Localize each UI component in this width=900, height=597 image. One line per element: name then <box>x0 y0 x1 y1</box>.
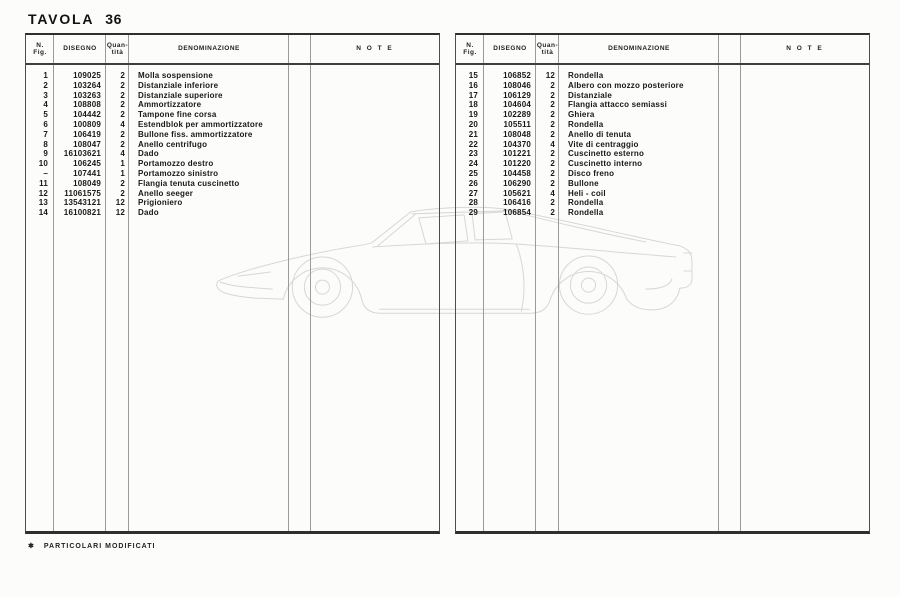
cell-quantity: 2 <box>120 188 125 198</box>
header-disegno: DISEGNO <box>493 45 527 53</box>
cell-modified-flag <box>289 71 311 81</box>
cell-fig-number: 21 <box>468 129 478 139</box>
cell-note <box>741 179 869 189</box>
cell-modified-flag <box>719 120 741 130</box>
cell-fig-number: 27 <box>468 188 478 198</box>
cell-fig-number: 15 <box>468 71 478 80</box>
cell-fig-number: 29 <box>468 208 478 218</box>
cell-fig-number: 1 <box>43 71 48 80</box>
cell-quantity: 2 <box>550 159 555 169</box>
cell-quantity: 1 <box>120 159 125 169</box>
cell-fig-number: 6 <box>43 119 48 129</box>
cell-fig-number: 17 <box>468 90 478 100</box>
cell-part-number: 108049 <box>73 178 101 188</box>
cell-part-number: 108046 <box>503 80 531 90</box>
cell-denominazione: Albero con mozzo posteriore <box>568 80 684 90</box>
table-row <box>456 71 869 81</box>
parts-table-right <box>455 33 870 534</box>
cell-quantity: 2 <box>550 119 555 129</box>
table-row <box>26 81 439 91</box>
cell-modified-flag <box>719 169 741 179</box>
cell-denominazione: Cuscinetto interno <box>568 159 643 169</box>
cell-note <box>741 91 869 101</box>
header-fig-line2: Fig. <box>33 49 47 56</box>
cell-part-number: 108047 <box>73 139 101 149</box>
cell-note <box>741 169 869 179</box>
header-fig-line1: N. <box>36 41 44 49</box>
table-row <box>26 149 439 159</box>
cell-fig-number: 5 <box>43 110 48 120</box>
table-row <box>456 120 869 130</box>
cell-modified-flag <box>719 81 741 91</box>
cell-note <box>311 71 439 81</box>
table-row <box>456 179 869 189</box>
cell-modified-flag <box>289 179 311 189</box>
cell-note <box>311 110 439 120</box>
cell-modified-flag <box>719 100 741 110</box>
cell-modified-flag <box>719 71 741 81</box>
cell-part-number: 104604 <box>503 100 531 110</box>
cell-denominazione: Rondella <box>568 208 604 218</box>
header-qty-line1: Quan- <box>536 41 559 49</box>
cell-note <box>741 100 869 110</box>
cell-quantity: 12 <box>115 208 125 218</box>
cell-denominazione: Distanziale inferiore <box>138 80 219 90</box>
cell-note <box>741 110 869 120</box>
cell-fig-number: 14 <box>38 208 48 218</box>
cell-quantity: 2 <box>120 100 125 110</box>
cell-part-number: 109025 <box>73 71 101 80</box>
cell-fig-number: 13 <box>38 198 48 208</box>
cell-denominazione: Cuscinetto esterno <box>568 149 645 159</box>
cell-denominazione: Flangia tenuta cuscinetto <box>138 178 240 188</box>
table-row <box>456 169 869 179</box>
cell-part-number: 106419 <box>73 129 101 139</box>
cell-modified-flag <box>719 198 741 208</box>
cell-fig-number: 23 <box>468 149 478 159</box>
cell-fig-number: 19 <box>468 110 478 120</box>
header-fig <box>26 35 54 63</box>
cell-modified-flag <box>289 189 311 199</box>
cell-note <box>311 159 439 169</box>
cell-denominazione: Anello di tenuta <box>568 129 632 139</box>
table-row <box>456 149 869 159</box>
table-row <box>26 198 439 208</box>
cell-quantity: 2 <box>550 178 555 188</box>
cell-part-number: 101220 <box>503 159 531 169</box>
cell-quantity: 12 <box>545 71 555 80</box>
cell-note <box>311 140 439 150</box>
table-row <box>26 189 439 199</box>
table-row <box>26 140 439 150</box>
header-quantity <box>536 35 559 63</box>
header-qty-line2: tità <box>111 49 124 56</box>
cell-quantity: 4 <box>550 188 555 198</box>
cell-part-number: 104370 <box>503 139 531 149</box>
footnote-text: PARTICOLARI MODIFICATI <box>43 542 156 550</box>
table-row <box>456 130 869 140</box>
cell-denominazione: Vite di centraggio <box>568 139 639 149</box>
cell-note <box>311 169 439 179</box>
cell-denominazione: Estendblok per ammortizzatore <box>138 119 263 129</box>
cell-note <box>311 91 439 101</box>
cell-modified-flag <box>289 130 311 140</box>
table-header-row <box>26 35 439 63</box>
cell-part-number: 105621 <box>503 188 531 198</box>
cell-fig-number: 26 <box>468 178 478 188</box>
cell-note <box>311 208 439 218</box>
table-row <box>456 81 869 91</box>
cell-part-number: 106854 <box>503 208 531 218</box>
cell-part-number: 16103621 <box>63 149 101 159</box>
cell-quantity: 4 <box>120 149 125 159</box>
cell-denominazione: Anello centrifugo <box>138 139 208 149</box>
cell-fig-number: 16 <box>468 80 478 90</box>
cell-part-number: 106290 <box>503 178 531 188</box>
cell-quantity: 4 <box>550 139 555 149</box>
cell-denominazione: Disco freno <box>568 168 615 178</box>
cell-denominazione: Tampone fine corsa <box>138 110 217 120</box>
cell-part-number: 101221 <box>503 149 531 159</box>
table-row <box>26 120 439 130</box>
cell-quantity: 2 <box>120 71 125 80</box>
cell-fig-number: 12 <box>38 188 48 198</box>
cell-part-number: 103264 <box>73 80 101 90</box>
cell-note <box>311 81 439 91</box>
cell-fig-number: 9 <box>43 149 48 159</box>
cell-modified-flag <box>289 140 311 150</box>
table-row <box>456 208 869 218</box>
cell-denominazione: Molla sospensione <box>138 71 213 80</box>
table-body <box>26 71 439 218</box>
header-qty-line1: Quan- <box>106 41 129 49</box>
page-title-word: TAVOLA <box>28 11 95 27</box>
cell-fig-number: 7 <box>43 129 48 139</box>
cell-modified-flag <box>719 140 741 150</box>
cell-modified-flag <box>719 130 741 140</box>
table-row <box>456 198 869 208</box>
header-rule <box>26 63 439 65</box>
header-fig-line1: N. <box>466 41 474 49</box>
table-row <box>456 159 869 169</box>
cell-part-number: 108808 <box>73 100 101 110</box>
cell-denominazione: Rondella <box>568 119 604 129</box>
header-quantity <box>106 35 129 63</box>
cell-denominazione: Rondella <box>568 198 604 208</box>
cell-modified-flag <box>719 179 741 189</box>
cell-denominazione: Dado <box>138 208 159 218</box>
cell-denominazione: Heli - coil <box>568 188 606 198</box>
cell-quantity: 2 <box>120 129 125 139</box>
cell-part-number: 100809 <box>73 119 101 129</box>
cell-note <box>741 189 869 199</box>
cell-quantity: 2 <box>550 110 555 120</box>
table-row <box>26 159 439 169</box>
cell-fig-number: 18 <box>468 100 478 110</box>
cell-modified-flag <box>719 159 741 169</box>
cell-quantity: 2 <box>120 80 125 90</box>
cell-denominazione: Anello seeger <box>138 188 194 198</box>
header-disegno: DISEGNO <box>63 45 97 53</box>
cell-modified-flag <box>289 91 311 101</box>
header-qty-line2: tità <box>541 49 554 56</box>
header-fig <box>456 35 484 63</box>
cell-modified-flag <box>719 189 741 199</box>
header-rule <box>456 63 869 65</box>
table-row <box>456 91 869 101</box>
cell-modified-flag <box>289 198 311 208</box>
cell-part-number: 102289 <box>503 110 531 120</box>
cell-modified-flag <box>289 208 311 218</box>
cell-note <box>311 120 439 130</box>
cell-note <box>741 120 869 130</box>
header-fig-line2: Fig. <box>463 49 477 56</box>
page-title <box>28 11 122 27</box>
cell-fig-number: 3 <box>43 90 48 100</box>
header-note: N O T E <box>786 45 824 53</box>
parts-table-left <box>25 33 440 534</box>
cell-part-number: 107441 <box>73 168 101 178</box>
table-row <box>26 169 439 179</box>
cell-modified-flag <box>719 91 741 101</box>
cell-quantity: 2 <box>120 178 125 188</box>
table-row <box>456 110 869 120</box>
cell-modified-flag <box>719 208 741 218</box>
cell-part-number: 106245 <box>73 159 101 169</box>
cell-denominazione: Flangia attacco semiassi <box>568 100 668 110</box>
header-modified-flag-column <box>719 35 741 63</box>
cell-modified-flag <box>719 149 741 159</box>
cell-note <box>311 179 439 189</box>
cell-note <box>741 149 869 159</box>
header-modified-flag-column <box>289 35 311 63</box>
table-row <box>26 130 439 140</box>
cell-note <box>311 149 439 159</box>
cell-denominazione: Portamozzo sinistro <box>138 168 219 178</box>
cell-denominazione: Ghiera <box>568 110 595 120</box>
cell-note <box>741 208 869 218</box>
cell-note <box>741 81 869 91</box>
cell-modified-flag <box>289 169 311 179</box>
cell-denominazione: Bullone fiss. ammortizzatore <box>138 129 253 139</box>
cell-part-number: 105511 <box>503 119 531 129</box>
cell-quantity: 2 <box>120 90 125 100</box>
cell-part-number: 106129 <box>503 90 531 100</box>
cell-part-number: 106416 <box>503 198 531 208</box>
cell-part-number: 16100821 <box>63 208 101 218</box>
cell-part-number: 103263 <box>73 90 101 100</box>
cell-quantity: 2 <box>550 100 555 110</box>
cell-denominazione: Distanziale superiore <box>138 90 223 100</box>
cell-fig-number: 2 <box>43 80 48 90</box>
table-row <box>26 208 439 218</box>
header-denominazione: DENOMINAZIONE <box>178 45 240 53</box>
cell-note <box>741 140 869 150</box>
table-row <box>26 71 439 81</box>
footnote <box>28 542 155 550</box>
cell-fig-number: 4 <box>43 100 48 110</box>
cell-fig-number: 8 <box>43 139 48 149</box>
cell-fig-number: 11 <box>39 178 48 188</box>
cell-part-number: 11061575 <box>64 188 101 198</box>
cell-note <box>311 100 439 110</box>
cell-fig-number: 24 <box>468 159 478 169</box>
cell-fig-number: 22 <box>468 139 478 149</box>
cell-modified-flag <box>289 120 311 130</box>
cell-quantity: 2 <box>550 168 555 178</box>
page-title-number: 36 <box>105 11 122 27</box>
cell-note <box>741 198 869 208</box>
cell-denominazione: Distanziale <box>568 90 612 100</box>
cell-fig-number: 20 <box>468 119 478 129</box>
table-row <box>26 110 439 120</box>
cell-modified-flag <box>289 100 311 110</box>
table-row <box>26 179 439 189</box>
cell-quantity: 2 <box>550 208 555 218</box>
cell-denominazione: Dado <box>138 149 159 159</box>
cell-part-number: 104442 <box>73 110 101 120</box>
cell-part-number: 104458 <box>503 168 531 178</box>
cell-quantity: 2 <box>120 139 125 149</box>
table-row <box>456 100 869 110</box>
cell-denominazione: Portamozzo destro <box>138 159 214 169</box>
cell-quantity: 2 <box>120 110 125 120</box>
header-note: N O T E <box>356 45 394 53</box>
cell-modified-flag <box>289 110 311 120</box>
cell-quantity: 4 <box>120 119 125 129</box>
cell-part-number: 106852 <box>503 71 531 80</box>
cell-denominazione: Rondella <box>568 71 604 80</box>
table-row <box>456 140 869 150</box>
table-header-row <box>456 35 869 63</box>
cell-quantity: 2 <box>550 149 555 159</box>
cell-note <box>741 159 869 169</box>
header-denominazione: DENOMINAZIONE <box>608 45 670 53</box>
modified-parts-asterisk-icon: ✱ <box>28 543 34 550</box>
cell-note <box>741 71 869 81</box>
cell-note <box>741 130 869 140</box>
cell-fig-number: 25 <box>468 168 478 178</box>
cell-fig-number: 10 <box>38 159 48 169</box>
table-row <box>456 189 869 199</box>
table-row <box>26 100 439 110</box>
cell-modified-flag <box>719 110 741 120</box>
cell-fig-number: – <box>43 168 48 178</box>
cell-part-number: 108048 <box>503 129 531 139</box>
cell-denominazione: Prigioniero <box>138 198 183 208</box>
table-body <box>456 71 869 218</box>
cell-modified-flag <box>289 159 311 169</box>
table-row <box>26 91 439 101</box>
cell-quantity: 2 <box>550 90 555 100</box>
cell-quantity: 12 <box>115 198 125 208</box>
cell-note <box>311 198 439 208</box>
cell-part-number: 13543121 <box>63 198 101 208</box>
cell-denominazione: Ammortizzatore <box>138 100 202 110</box>
cell-quantity: 2 <box>550 198 555 208</box>
cell-quantity: 2 <box>550 80 555 90</box>
cell-note <box>311 130 439 140</box>
cell-modified-flag <box>289 81 311 91</box>
cell-denominazione: Bullone <box>568 178 599 188</box>
cell-quantity: 1 <box>120 168 125 178</box>
cell-note <box>311 189 439 199</box>
cell-fig-number: 28 <box>468 198 478 208</box>
cell-modified-flag <box>289 149 311 159</box>
cell-quantity: 2 <box>550 129 555 139</box>
